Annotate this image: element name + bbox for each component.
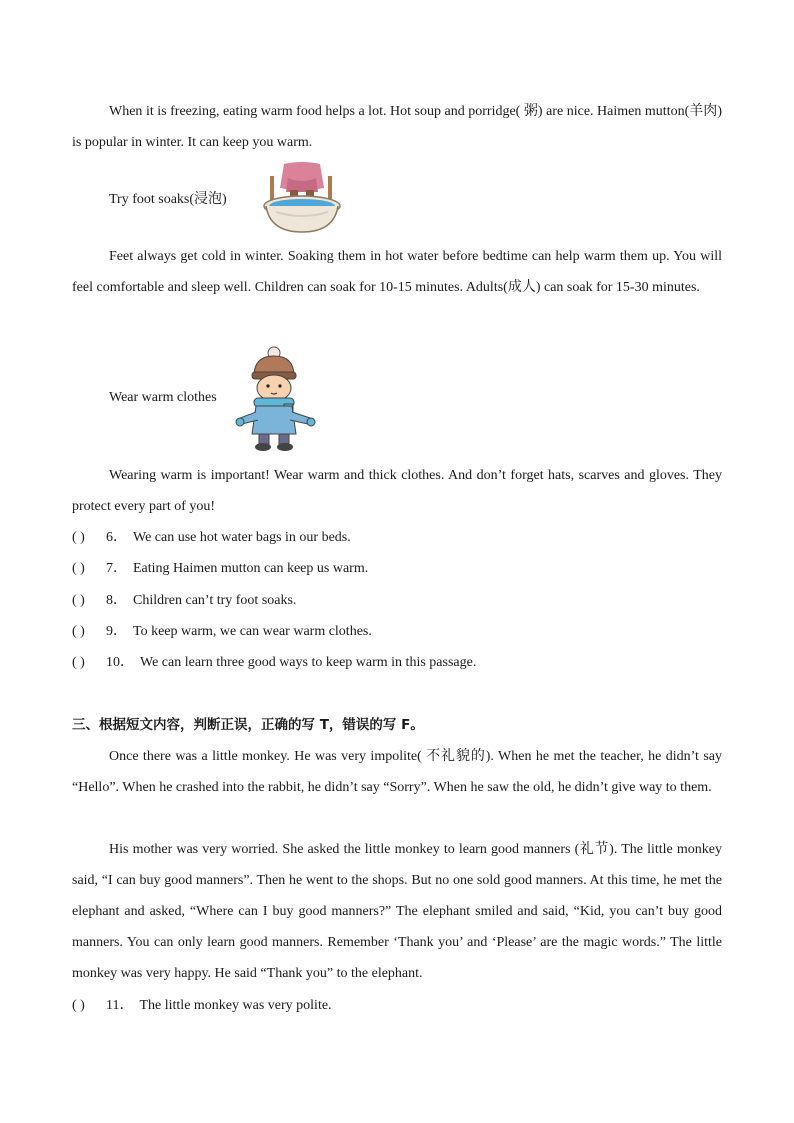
- paragraph-warm-food: When it is freezing, eating warm food helps a lot. Hot soup and porridge( 粥) are nice. Haimen mutton(羊肉) is popular in winter. It can keep you warm.: [72, 104, 722, 150]
- answer-blank[interactable]: ( ): [72, 655, 85, 670]
- answer-blank[interactable]: ( ): [72, 530, 85, 545]
- question-10: ( ) 10． We can learn three good ways to keep warm in this passage.: [72, 653, 476, 673]
- question-7: ( ) 7． Eating Haimen mutton can keep us warm.: [72, 559, 368, 579]
- paragraph-monkey-1: Once there was a little monkey. He was very impolite( 不礼貌的). When he met the teacher, he didn’t say “Hello”. When he crashed into the rabbit, he didn’t say “Sorry”. When he saw the old, he didn’t give way to them.: [72, 749, 722, 795]
- answer-blank[interactable]: ( ): [72, 561, 85, 576]
- section-3-heading: 三、根据短文内容，判断正误，正确的写 T，错误的写 F。: [72, 717, 424, 733]
- paragraph-warm-clothes: Wearing warm is important! Wear warm and thick clothes. And don’t forget hats, scarves and gloves. They protect every part of you!: [72, 468, 722, 514]
- question-9: ( ) 9． To keep warm, we can wear warm clothes.: [72, 622, 372, 642]
- label-foot-soaks: Try foot soaks(浸泡): [109, 192, 227, 207]
- kid-in-winter-clothes-illustration: [232, 346, 318, 454]
- question-11: ( ) 11． The little monkey was very polite.: [72, 996, 332, 1016]
- answer-blank[interactable]: ( ): [72, 593, 85, 608]
- question-8: ( ) 8． Children can’t try foot soaks.: [72, 591, 296, 611]
- paragraph-foot-soaks: Feet always get cold in winter. Soaking them in hot water before bedtime can help warm them up. You will feel comfortable and sleep well. Children can soak for 10-15 minutes. Adults(成人) can soak for 15-30 minutes.: [72, 249, 722, 295]
- answer-blank[interactable]: ( ): [72, 998, 85, 1013]
- foot-soak-illustration: [262, 162, 352, 234]
- label-warm-clothes: Wear warm clothes: [109, 390, 217, 405]
- answer-blank[interactable]: ( ): [72, 624, 85, 639]
- question-6: ( ) 6． We can use hot water bags in our beds.: [72, 528, 351, 548]
- paragraph-monkey-2: His mother was very worried. She asked the little monkey to learn good manners (礼节). The little monkey said, “I can buy good manners”. Then he went to the shops. But no one sold good manners. At this time, he met the elephant and asked, “Where can I buy good manners?” The elephant smiled and said, “Kid, you can’t buy good manners. You can only learn good manners. Remember ‘Thank you’ and ‘Please’ are the magic words.” The little monkey was very happy. He said “Thank you” to the elephant.: [72, 842, 722, 981]
